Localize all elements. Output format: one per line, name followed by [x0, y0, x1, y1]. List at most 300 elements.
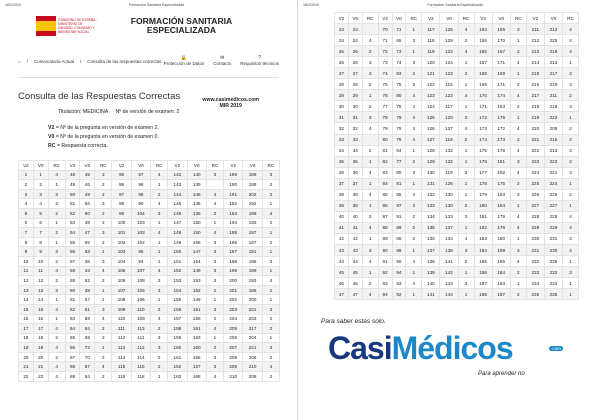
table-cell: 2 — [95, 352, 112, 362]
table-cell: 55 — [65, 237, 80, 247]
table-cell: 1 — [19, 170, 34, 180]
table-row — [19, 199, 280, 209]
table-cell: 11 — [33, 266, 48, 276]
table-cell: 191 — [224, 189, 243, 199]
table-cell: 125 — [440, 24, 458, 35]
table-cell: 80 — [392, 90, 406, 101]
table-cell: 184 — [492, 267, 510, 278]
table-cell: 49 — [80, 189, 95, 199]
table-cell: 3 — [406, 35, 422, 46]
table-cell: 39 — [335, 200, 349, 211]
table-cell: 146 — [187, 189, 206, 199]
table-cell: 3 — [151, 333, 168, 343]
table-cell: 4 — [563, 211, 579, 222]
table-cell: 130 — [440, 189, 458, 200]
table-cell: 154 — [168, 285, 187, 295]
table-cell: 137 — [422, 244, 440, 255]
table-cell: 198 — [224, 256, 243, 266]
table-cell: 1 — [510, 200, 526, 211]
table-cell: 43 — [335, 244, 349, 255]
table-cell: 18 — [33, 333, 48, 343]
table-cell: 51 — [80, 304, 95, 314]
table-cell: 16 — [19, 314, 34, 324]
table-cell: 131 — [422, 178, 440, 189]
privacy-link[interactable]: 🔒 Protección de Datos — [163, 55, 205, 66]
table-cell: 173 — [492, 134, 510, 145]
table-cell: 199 — [243, 266, 262, 276]
table-cell: 28 — [348, 79, 362, 90]
table-cell: 92 — [392, 289, 406, 300]
table-cell: 3 — [206, 362, 223, 372]
table-cell: 2 — [262, 324, 279, 334]
table-cell: 4 — [563, 244, 579, 255]
table-cell: 114 — [131, 352, 150, 362]
table-cell: 1 — [458, 222, 474, 233]
table-cell: 169 — [474, 79, 492, 90]
table-cell: 182 — [492, 167, 510, 178]
table-cell: 19 — [19, 343, 34, 353]
table-cell: 200 — [243, 295, 262, 305]
table-cell: 2 — [33, 180, 48, 190]
table-cell: 55 — [80, 237, 95, 247]
table-cell: 2 — [95, 276, 112, 286]
table-cell: 4 — [48, 170, 65, 180]
table-cell: 2 — [362, 278, 378, 289]
table-cell: 118 — [131, 372, 150, 382]
table-cell: 88 — [378, 222, 392, 233]
table-row — [19, 237, 280, 247]
table-cell: 1 — [151, 218, 168, 228]
table-cell: 81 — [378, 145, 392, 156]
table-cell: 109 — [112, 304, 131, 314]
table-cell: 3 — [262, 170, 279, 180]
table-cell: 3 — [362, 46, 378, 57]
table-cell: 37 — [348, 178, 362, 189]
table-cell: 2 — [510, 178, 526, 189]
table-cell: 5 — [33, 208, 48, 218]
table-cell: 26 — [335, 57, 349, 68]
table-cell: 183 — [492, 189, 510, 200]
table-cell: 104 — [131, 208, 150, 218]
table-cell: 27 — [335, 68, 349, 79]
table-cell: 4 — [48, 304, 65, 314]
table-cell: 44 — [348, 256, 362, 267]
table-cell: 187 — [474, 278, 492, 289]
table-row — [335, 24, 579, 35]
table-cell: 203 — [243, 314, 262, 324]
breadcrumb-item-respuestas[interactable]: Consulta de las respuestas correctas — [87, 59, 162, 64]
table-cell: 70 — [378, 24, 392, 35]
table-cell: 60 — [65, 285, 80, 295]
site-title[interactable] — [102, 17, 261, 36]
table-cell: 32 — [348, 123, 362, 134]
table-cell: 3 — [406, 57, 422, 68]
table-cell: 184 — [474, 244, 492, 255]
table-row — [335, 233, 579, 244]
table-cell: 218 — [544, 101, 562, 112]
table-row — [19, 247, 280, 257]
table-cell: 1 — [458, 145, 474, 156]
column-header: RC — [206, 161, 223, 171]
exam-info — [58, 109, 179, 115]
table-cell: 4 — [262, 362, 279, 372]
table-cell: 151 — [187, 304, 206, 314]
table-row — [335, 267, 579, 278]
table-cell: 77 — [378, 101, 392, 112]
table-cell: 189 — [492, 244, 510, 255]
table-cell: 44 — [335, 256, 349, 267]
table-cell: 165 — [492, 24, 510, 35]
table-cell: 116 — [112, 372, 131, 382]
requirements-link[interactable]: ? Requisitos técnicos — [240, 55, 279, 66]
table-cell: 16 — [33, 314, 48, 324]
table-cell: 69 — [80, 333, 95, 343]
table-cell: 145 — [168, 199, 187, 209]
contact-link[interactable]: ✉ Contacto — [213, 55, 232, 66]
table-cell: 38 — [348, 189, 362, 200]
table-cell: 57 — [131, 170, 150, 180]
table-cell: 125 — [422, 112, 440, 123]
table-cell: 59 — [65, 276, 80, 286]
table-cell: 101 — [112, 228, 131, 238]
table-cell: 13 — [33, 285, 48, 295]
table-row — [335, 134, 579, 145]
table-cell: 3 — [563, 68, 579, 79]
table-cell: 106 — [112, 276, 131, 286]
table-cell: 195 — [243, 285, 262, 295]
table-cell: 157 — [187, 362, 206, 372]
site-title-line2: ESPECIALIZADA — [146, 25, 217, 35]
column-header: V0 — [131, 161, 150, 171]
table-cell: 126 — [440, 178, 458, 189]
table-cell: 174 — [492, 90, 510, 101]
table-cell: 4 — [362, 256, 378, 267]
table-cell: 6 — [19, 218, 34, 228]
table-cell: 213 — [526, 46, 544, 57]
table-row — [335, 57, 579, 68]
table-cell: 1 — [33, 170, 48, 180]
table-cell: 1 — [151, 372, 168, 382]
table-row — [335, 101, 579, 112]
table-row — [19, 343, 280, 353]
table-cell: 2 — [151, 304, 168, 314]
table-cell: 75 — [378, 79, 392, 90]
table-cell: 2 — [563, 189, 579, 200]
table-cell: 160 — [187, 343, 206, 353]
table-cell: 2 — [151, 324, 168, 334]
print-header-2: 18/2/2019 Formación Sanitaria Especializada — [303, 3, 483, 7]
table-row — [19, 324, 280, 334]
table-row — [335, 156, 579, 167]
table-cell: 4 — [262, 276, 279, 286]
table-cell: 2 — [95, 324, 112, 334]
table-cell: 29 — [335, 90, 349, 101]
table-cell: 143 — [168, 180, 187, 190]
table-cell: 152 — [168, 266, 187, 276]
table-cell: 61 — [65, 295, 80, 305]
table-cell: 176 — [474, 156, 492, 167]
table-cell: 173 — [474, 123, 492, 134]
table-cell: 4 — [510, 222, 526, 233]
table-cell: 1 — [406, 178, 422, 189]
table-cell: 124 — [440, 57, 458, 68]
table-cell: 67 — [65, 352, 80, 362]
table-cell: 181 — [492, 156, 510, 167]
column-header: V2 — [378, 13, 392, 24]
table-cell: 223 — [544, 156, 562, 167]
table-cell: 183 — [474, 233, 492, 244]
table-cell: 95 — [112, 170, 131, 180]
table-cell: 134 — [422, 211, 440, 222]
page-title: Consulta de las Respuestas Correctas — [18, 91, 181, 102]
table-cell: 99 — [112, 208, 131, 218]
table-cell: 212 — [544, 24, 562, 35]
table-row — [335, 244, 579, 255]
table-cell: 2 — [48, 256, 65, 266]
table-cell: 3 — [95, 256, 112, 266]
column-header: V2 — [112, 161, 131, 171]
table-cell: 1 — [563, 278, 579, 289]
table-cell: 158 — [168, 324, 187, 334]
column-header: V2 — [168, 161, 187, 171]
table-cell: 145 — [187, 199, 206, 209]
table-cell: 1 — [151, 295, 168, 305]
table-cell: 110 — [112, 314, 131, 324]
table-cell: 4 — [206, 324, 223, 334]
table-cell: 2 — [95, 333, 112, 343]
table-cell: 4 — [458, 24, 474, 35]
table-cell: 229 — [544, 222, 562, 233]
table-cell: 163 — [187, 333, 206, 343]
table-cell: 138 — [422, 256, 440, 267]
answers-table-left — [18, 160, 280, 382]
home-icon[interactable]: ⌂ — [18, 59, 21, 64]
table-cell: 4 — [206, 228, 223, 238]
table-cell: 56 — [65, 247, 80, 257]
table-cell: 4 — [48, 266, 65, 276]
table-cell: 63 — [65, 314, 80, 324]
table-cell: 132 — [440, 145, 458, 156]
table-cell: 107 — [131, 266, 150, 276]
table-cell: 2 — [458, 134, 474, 145]
table-cell: 79 — [392, 123, 406, 134]
table-cell: 4 — [458, 123, 474, 134]
table-cell: 1 — [563, 178, 579, 189]
table-cell: 223 — [526, 156, 544, 167]
table-cell: 2 — [458, 200, 474, 211]
table-cell: 26 — [348, 57, 362, 68]
toolbar — [164, 56, 279, 66]
table-cell: 150 — [168, 247, 187, 257]
ministry-logo[interactable] — [36, 15, 102, 37]
table-cell: 2 — [48, 228, 65, 238]
table-cell: 149 — [187, 295, 206, 305]
table-cell: 3 — [206, 237, 223, 247]
table-cell: 33 — [335, 134, 349, 145]
table-cell: 179 — [474, 189, 492, 200]
table-cell: 163 — [168, 372, 187, 382]
table-cell: 209 — [224, 362, 243, 372]
table-cell: 176 — [492, 222, 510, 233]
table-cell: 231 — [526, 244, 544, 255]
table-cell: 2 — [262, 372, 279, 382]
table-cell: 13 — [19, 285, 34, 295]
table-cell: 42 — [348, 233, 362, 244]
help-icon: ? — [258, 55, 261, 61]
table-cell: 214 — [526, 57, 544, 68]
table-cell: 4 — [48, 343, 65, 353]
breadcrumb-item-convocatoria[interactable]: Convocatoria Actual — [33, 59, 75, 64]
table-cell: 188 — [474, 289, 492, 300]
table-cell: 133 — [422, 200, 440, 211]
table-cell: 129 — [440, 35, 458, 46]
table-cell: 175 — [492, 178, 510, 189]
table-cell: 143 — [440, 278, 458, 289]
table-cell: 225 — [526, 178, 544, 189]
table-cell: 2 — [48, 208, 65, 218]
table-cell: 187 — [492, 289, 510, 300]
table-cell: 3 — [510, 244, 526, 255]
table-cell: 88 — [392, 244, 406, 255]
table-cell: 208 — [224, 352, 243, 362]
column-header: RC — [563, 13, 579, 24]
table-cell: 235 — [544, 289, 562, 300]
table-row — [19, 266, 280, 276]
table-cell: 2 — [563, 90, 579, 101]
table-cell: 49 — [65, 180, 80, 190]
table-cell: 1 — [48, 180, 65, 190]
table-cell: 3 — [151, 285, 168, 295]
table-cell: 218 — [526, 101, 544, 112]
table-cell: 180 — [492, 233, 510, 244]
table-cell: 87 — [378, 211, 392, 222]
table-cell: 113 — [131, 324, 150, 334]
table-cell: 80 — [392, 167, 406, 178]
table-cell: 155 — [187, 237, 206, 247]
table-cell: 1 — [362, 200, 378, 211]
table-cell: 123 — [422, 90, 440, 101]
table-cell: 74 — [392, 57, 406, 68]
table-cell: 132 — [422, 189, 440, 200]
table-cell: 2 — [262, 285, 279, 295]
column-header: V0 — [348, 13, 362, 24]
table-cell: 2 — [510, 267, 526, 278]
table-cell: 2 — [406, 211, 422, 222]
table-cell: 1 — [206, 295, 223, 305]
table-cell: 43 — [80, 266, 95, 276]
table-cell: 4 — [362, 189, 378, 200]
table-cell: 231 — [544, 233, 562, 244]
table-cell: 9 — [19, 247, 34, 257]
table-cell: 4 — [151, 170, 168, 180]
table-cell: 197 — [243, 237, 262, 247]
table-cell: 22 — [33, 372, 48, 382]
table-cell: 3 — [206, 256, 223, 266]
table-cell: 2 — [362, 79, 378, 90]
table-cell: 135 — [422, 222, 440, 233]
table-cell: 93 — [378, 278, 392, 289]
table-row — [19, 180, 280, 190]
table-cell: 1 — [510, 35, 526, 46]
table-cell: 130 — [422, 167, 440, 178]
table-cell: 2 — [510, 101, 526, 112]
table-cell: 104 — [112, 256, 131, 266]
table-cell: 43 — [348, 244, 362, 255]
table-cell: 2 — [563, 123, 579, 134]
table-cell: 28 — [335, 79, 349, 90]
table-cell: 4 — [563, 35, 579, 46]
table-cell: 4 — [406, 123, 422, 134]
table-cell: 2 — [95, 237, 112, 247]
table-cell: 1 — [262, 199, 279, 209]
table-cell: 58 — [80, 314, 95, 324]
column-header: V2 — [224, 161, 243, 171]
table-cell: 3 — [206, 266, 223, 276]
table-cell: 122 — [440, 46, 458, 57]
table-cell: 90 — [392, 256, 406, 267]
table-cell: 217 — [526, 90, 544, 101]
table-cell: 100 — [112, 218, 131, 228]
table-cell: 85 — [392, 189, 406, 200]
table-cell: 126 — [422, 123, 440, 134]
table-cell: 67 — [80, 362, 95, 372]
table-row — [335, 178, 579, 189]
table-cell: 158 — [187, 314, 206, 324]
table-cell: 70 — [80, 352, 95, 362]
table-cell: 213 — [544, 57, 562, 68]
table-cell: 62 — [65, 304, 80, 314]
table-cell: 4 — [151, 199, 168, 209]
table-row — [19, 208, 280, 218]
table-cell: 2 — [48, 199, 65, 209]
table-cell: 123 — [440, 68, 458, 79]
table-cell: 170 — [474, 90, 492, 101]
table-row — [335, 278, 579, 289]
table-cell: 2 — [262, 237, 279, 247]
table-row — [335, 189, 579, 200]
table-cell: 4 — [458, 90, 474, 101]
table-cell: 2 — [458, 35, 474, 46]
table-cell: 184 — [492, 200, 510, 211]
table-cell: 186 — [243, 170, 262, 180]
table-cell: 103 — [112, 247, 131, 257]
table-cell: 230 — [526, 233, 544, 244]
table-cell: 2 — [95, 218, 112, 228]
table-cell: 3 — [362, 68, 378, 79]
table-cell: 144 — [440, 289, 458, 300]
table-cell: 38 — [335, 189, 349, 200]
table-cell: 3 — [362, 112, 378, 123]
table-cell: 34 — [348, 145, 362, 156]
table-cell: 73 — [392, 46, 406, 57]
table-cell: 2 — [48, 352, 65, 362]
table-cell: 1 — [206, 218, 223, 228]
table-cell: 165 — [474, 35, 492, 46]
table-cell: 204 — [224, 314, 243, 324]
table-cell: 86 — [392, 233, 406, 244]
table-cell: 134 — [440, 233, 458, 244]
table-cell: 27 — [348, 68, 362, 79]
column-header: V2 — [526, 13, 544, 24]
table-cell: 75 — [392, 79, 406, 90]
table-cell: 232 — [544, 267, 562, 278]
table-cell: 33 — [348, 134, 362, 145]
table-cell: 216 — [544, 46, 562, 57]
table-cell: 2 — [95, 180, 112, 190]
table-cell: 1 — [262, 247, 279, 257]
table-cell: 1 — [563, 256, 579, 267]
table-cell: 1 — [95, 247, 112, 257]
